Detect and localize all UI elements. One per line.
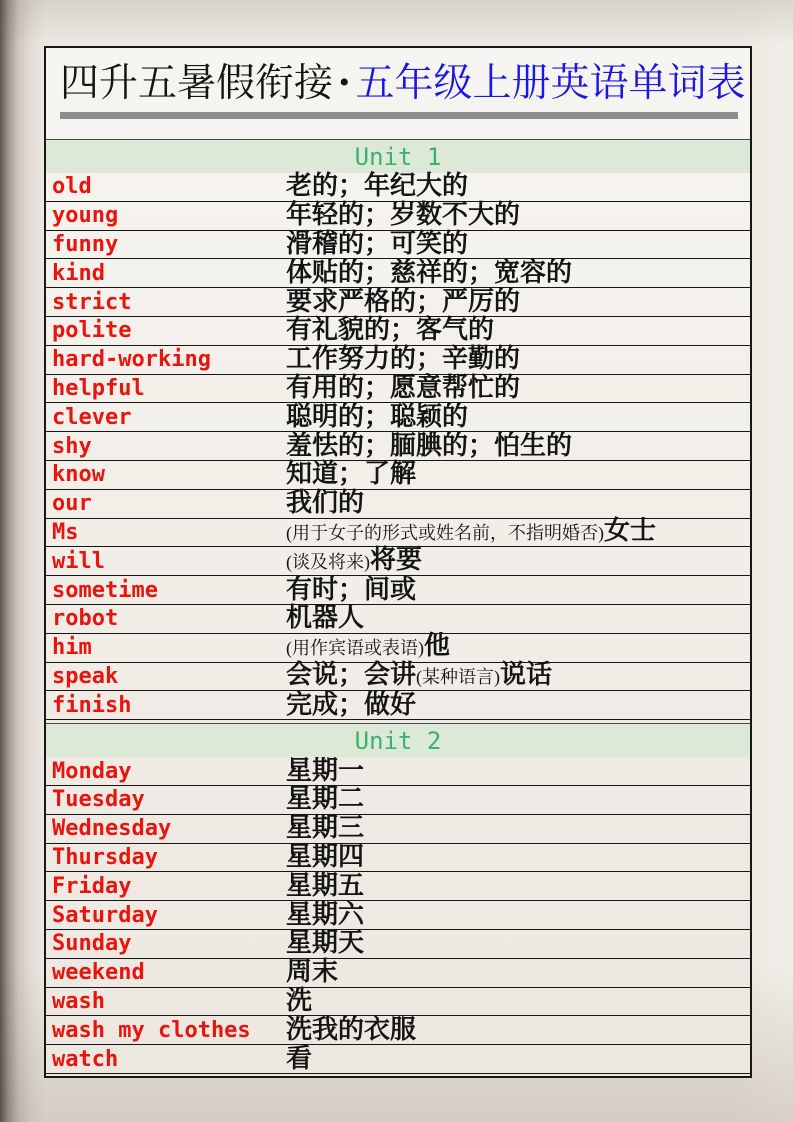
chinese-definition: 年轻的；岁数不大的 — [286, 200, 521, 231]
english-word: wash — [52, 988, 105, 1014]
table-row — [46, 173, 750, 202]
english-word: hard-working — [52, 347, 211, 373]
english-word: him — [52, 635, 92, 661]
english-word: young — [52, 203, 119, 229]
table-row — [46, 1045, 750, 1074]
table-row — [46, 985, 750, 1017]
chinese-definition: 洗 — [286, 985, 313, 1016]
english-word: Thursday — [52, 844, 158, 870]
chinese-definition: 我们的 — [286, 488, 365, 519]
chinese-definition: 有时；间或 — [286, 574, 417, 605]
table-row — [46, 461, 750, 490]
table-row — [46, 1016, 750, 1045]
chinese-definition: 星期三 — [286, 813, 365, 844]
table-row — [46, 815, 750, 844]
chinese-definition: 滑稽的；可笑的 — [286, 228, 469, 259]
table-row — [46, 576, 750, 605]
english-word: robot — [52, 606, 119, 632]
english-word: Wednesday — [52, 816, 172, 842]
chinese-definition: 完成；做好 — [286, 689, 417, 720]
chinese-definition: 星期五 — [286, 870, 365, 901]
chinese-definition: 要求严格的；严厉的 — [286, 286, 521, 317]
table-row — [46, 490, 750, 519]
table-row — [46, 544, 750, 576]
english-word: kind — [52, 260, 105, 286]
chinese-definition: 周末 — [286, 957, 339, 988]
english-word: polite — [52, 318, 132, 344]
english-word: know — [52, 462, 105, 488]
chinese-definition: 聪明的；聪颖的 — [286, 401, 469, 432]
chinese-definition: 老的；年纪大的 — [286, 171, 469, 202]
chinese-definition: 星期一 — [286, 755, 365, 786]
english-word: finish — [52, 692, 132, 718]
title-separator-dot: • — [339, 66, 350, 99]
table-row — [46, 786, 750, 815]
english-word: speak — [52, 663, 119, 689]
english-word: old — [52, 174, 92, 200]
english-word: our — [52, 491, 92, 517]
table-row — [46, 959, 750, 988]
table-row — [46, 872, 750, 901]
table-row — [46, 346, 750, 375]
chinese-definition: 洗我的衣服 — [286, 1014, 417, 1045]
english-word: sometime — [52, 577, 158, 603]
table-row — [46, 372, 750, 404]
table-row — [46, 259, 750, 288]
table-row — [46, 841, 750, 873]
word-table — [46, 139, 750, 1074]
english-word: Monday — [52, 758, 132, 784]
chinese-definition: 会说；会讲(某种语言)说话 — [286, 659, 553, 690]
chinese-definition: 星期四 — [286, 841, 365, 872]
table-row — [46, 757, 750, 786]
chinese-definition: 看 — [286, 1043, 313, 1074]
chinese-definition: (谈及将来)将要 — [286, 544, 423, 575]
title-underline — [60, 112, 738, 119]
chinese-definition: 知道；了解 — [286, 459, 417, 490]
table-row — [46, 631, 750, 663]
chinese-definition: 体贴的；慈祥的；宽容的 — [286, 257, 573, 288]
chinese-definition: 星期二 — [286, 784, 365, 815]
english-word: will — [52, 548, 105, 574]
english-word: clever — [52, 404, 132, 430]
page-title — [60, 58, 746, 119]
document-sheet — [44, 46, 752, 1078]
unit-header: Unit 1 — [46, 139, 750, 173]
unit-header: Unit 2 — [46, 723, 750, 757]
title-prefix: 四升五暑假衔接 — [60, 62, 334, 105]
chinese-definition: (用于女子的形式或姓名前，不指明婚否)女士 — [286, 515, 657, 546]
table-row — [46, 930, 750, 959]
title-spacer — [46, 119, 750, 139]
table-row — [46, 691, 750, 720]
english-word: watch — [52, 1046, 119, 1072]
table-row — [46, 228, 750, 260]
english-word: Saturday — [52, 902, 158, 928]
table-row — [46, 202, 750, 231]
table-row — [46, 605, 750, 634]
chinese-definition: 机器人 — [286, 603, 365, 634]
english-word: weekend — [52, 960, 145, 986]
table-row — [46, 659, 750, 692]
title-link[interactable]: 五年级上册英语单词表 — [355, 62, 746, 105]
chinese-definition: 羞怯的；腼腆的；怕生的 — [286, 430, 573, 461]
chinese-definition: 有用的；愿意帮忙的 — [286, 372, 521, 403]
chinese-definition: 星期天 — [286, 928, 365, 959]
table-row — [46, 288, 750, 317]
chinese-definition: 星期六 — [286, 899, 365, 930]
english-word: funny — [52, 231, 119, 257]
english-word: shy — [52, 433, 92, 459]
english-word: Friday — [52, 873, 132, 899]
table-row — [46, 432, 750, 461]
chinese-definition: (用作宾语或表语)他 — [286, 631, 451, 662]
english-word: Ms — [52, 519, 79, 545]
english-word: Tuesday — [52, 787, 145, 813]
english-word: strict — [52, 289, 132, 315]
table-row — [46, 901, 750, 930]
table-row — [46, 515, 750, 548]
table-row — [46, 403, 750, 432]
english-word: helpful — [52, 375, 145, 401]
chinese-definition: 有礼貌的；客气的 — [286, 315, 495, 346]
english-word: wash my clothes — [52, 1017, 251, 1043]
table-row — [46, 317, 750, 346]
english-word: Sunday — [52, 931, 132, 957]
chinese-definition: 工作努力的；辛勤的 — [286, 344, 521, 375]
